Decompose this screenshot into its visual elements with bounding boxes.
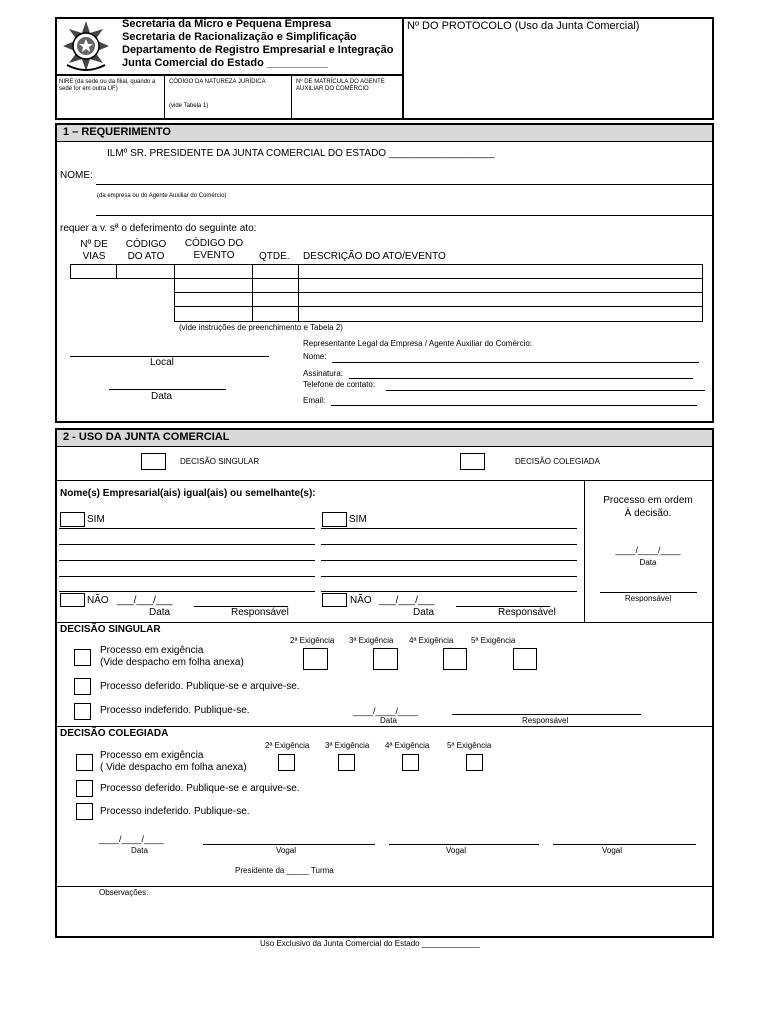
col-vias: Nº DE VIAS <box>80 239 108 262</box>
col-descricao: DESCRIÇÃO DO ATO/EVENTO <box>303 251 446 262</box>
nome-line-l5[interactable] <box>59 591 315 592</box>
singular-exig-3: 3ª Exigência <box>349 636 394 645</box>
vogal-line-2[interactable] <box>389 844 539 845</box>
data-label: Data <box>151 391 173 402</box>
colegiada-exigencia-note: ( Vide despacho em folha anexa) <box>100 762 247 773</box>
singular-data-label: Data <box>380 716 397 725</box>
observacoes-label: Observações: <box>99 888 149 897</box>
colegiada-date[interactable]: ____/____/____ <box>99 834 165 844</box>
cell-desc-1[interactable] <box>298 264 703 279</box>
colegiada-title: DECISÃO COLEGIADA <box>60 728 169 739</box>
rep-email-label: Email: <box>303 396 326 405</box>
header-secretaria-1: Secretaria da Micro e Pequena Empresa <box>122 18 332 30</box>
nome-line-l2[interactable] <box>59 544 315 545</box>
singular-date[interactable]: ____/____/____ <box>353 706 419 716</box>
decisao-singular-label: DECISÃO SINGULAR <box>180 457 260 466</box>
singular-deferido-label: Processo deferido. Publique-se e arquive-se. <box>100 681 300 692</box>
brasao-seal-icon <box>59 19 113 73</box>
cell-evento-2[interactable] <box>174 278 253 293</box>
nome-label: NOME: <box>60 170 93 181</box>
cell-evento-4[interactable] <box>174 306 253 322</box>
nao-checkbox-left[interactable] <box>60 593 85 607</box>
singular-exig-4: 4ª Exigência <box>409 636 454 645</box>
section2-title: 2 - USO DA JUNTA COMERCIAL <box>55 428 714 447</box>
nao-data-label-right: Data <box>413 607 435 618</box>
col-codigo-ato: CÓDIGO DO ATO <box>125 239 167 262</box>
cell-desc-4[interactable] <box>298 306 703 322</box>
cell-evento-3[interactable] <box>174 292 253 307</box>
rep-telefone-label: Telefone de contato: <box>303 380 376 389</box>
singular-exigencia-checkbox[interactable] <box>74 649 91 666</box>
nao-date-left[interactable]: ___/___/___ <box>117 595 173 606</box>
rep-title: Representante Legal da Empresa / Agente Auxiliar do Comércio: <box>303 339 533 348</box>
singular-exig-2-checkbox[interactable] <box>303 648 328 670</box>
vogal-label-3: Vogal <box>602 846 623 855</box>
protocol-box[interactable] <box>402 17 714 120</box>
nire-label: NIRE (da sede ou da filial, quando a sede for em outra UF) <box>59 79 156 92</box>
nao-label-right: NÃO <box>350 595 372 606</box>
sim-label-left: SIM <box>87 514 105 525</box>
colegiada-data-label: Data <box>131 846 148 855</box>
presidente-turma: Presidente da _____ Turma <box>235 866 334 875</box>
nome-line-r4[interactable] <box>321 576 577 577</box>
rep-email-line[interactable] <box>331 405 697 406</box>
colegiada-exig-3: 3ª Exigência <box>325 741 370 750</box>
cell-vias[interactable] <box>70 264 117 279</box>
colegiada-indeferido-label: Processo indeferido. Publique-se. <box>100 806 250 817</box>
data-line[interactable] <box>109 389 226 390</box>
ato-table <box>70 264 703 322</box>
observacoes-field[interactable] <box>57 898 712 936</box>
colegiada-indeferido-checkbox[interactable] <box>76 803 93 820</box>
singular-deferido-checkbox[interactable] <box>74 678 91 695</box>
singular-exig-2: 2ª Exigência <box>290 636 335 645</box>
salutation: ILMº SR. PRESIDENTE DA JUNTA COMERCIAL DO ESTADO ___________________ <box>107 148 495 159</box>
section2-divider-2 <box>55 622 714 623</box>
colegiada-deferido-label: Processo deferido. Publique-se e arquive-se. <box>100 783 300 794</box>
cell-codigo-ato[interactable] <box>116 264 175 279</box>
table-note: (vide instruções de preenchimento e Tabela 2) <box>179 323 343 332</box>
nome-line-2[interactable] <box>96 215 712 216</box>
sim-checkbox-right[interactable] <box>322 512 347 527</box>
colegiada-exigencia-label: Processo em exigência <box>100 750 204 761</box>
cell-qtde-1[interactable] <box>252 264 299 279</box>
matricula-label: Nº DE MATRÍCULA DO AGENTE AUXILIAR DO COMÉRCIO <box>296 79 385 92</box>
singular-exigencia-label: Processo em exigência <box>100 645 204 656</box>
rep-nome-label: Nome: <box>303 352 327 361</box>
colegiada-exig-5: 5ª Exigência <box>447 741 492 750</box>
rep-assinatura-label: Assinatura: <box>303 369 344 378</box>
sim-label-right: SIM <box>349 514 367 525</box>
nao-date-right[interactable]: ___/___/___ <box>379 595 435 606</box>
colegiada-exig-3-checkbox[interactable] <box>338 754 355 771</box>
protocol-label: Nº DO PROTOCOLO (Uso da Junta Comercial) <box>407 20 640 32</box>
cell-desc-2[interactable] <box>298 278 703 293</box>
col-qtde: QTDE. <box>259 251 290 262</box>
rep-assinatura-line[interactable] <box>349 378 693 379</box>
footer-text: Uso Exclusivo da Junta Comercial do Estado _____________ <box>260 939 480 948</box>
colegiada-exig-4: 4ª Exigência <box>385 741 430 750</box>
colegiada-exigencia-checkbox[interactable] <box>76 754 93 771</box>
processo-ordem-divider <box>584 480 585 622</box>
cell-qtde-3[interactable] <box>252 292 299 307</box>
colegiada-exig-2-checkbox[interactable] <box>278 754 295 771</box>
singular-exig-5: 5ª Exigência <box>471 636 516 645</box>
ordem-resp-line[interactable] <box>600 592 697 593</box>
sim-checkbox-left[interactable] <box>60 512 85 527</box>
vogal-line-3[interactable] <box>553 844 696 845</box>
colegiada-deferido-checkbox[interactable] <box>76 780 93 797</box>
nao-resp-label-right: Responsável <box>498 607 556 618</box>
cell-evento-1[interactable] <box>174 264 253 279</box>
nome-line-l4[interactable] <box>59 576 315 577</box>
singular-exig-3-checkbox[interactable] <box>373 648 398 670</box>
singular-title: DECISÃO SINGULAR <box>60 624 161 635</box>
vogal-label-2: Vogal <box>446 846 467 855</box>
cell-qtde-2[interactable] <box>252 278 299 293</box>
nome-line-r2[interactable] <box>321 544 577 545</box>
vogal-label-1: Vogal <box>276 846 297 855</box>
ordem-date[interactable]: ____/____/____ <box>615 545 681 555</box>
singular-exig-5-checkbox[interactable] <box>513 648 537 670</box>
colegiada-exig-5-checkbox[interactable] <box>466 754 483 771</box>
header-junta: Junta Comercial do Estado __________ <box>122 57 329 69</box>
local-label: Local <box>150 357 174 368</box>
header-departamento: Departamento de Registro Empresarial e Integração <box>122 44 394 56</box>
section1-title: 1 – REQUERIMENTO <box>55 123 714 142</box>
nome-line-l1[interactable] <box>59 528 315 529</box>
nome-line-l3[interactable] <box>59 560 315 561</box>
singular-indeferido-checkbox[interactable] <box>74 703 91 720</box>
nome-line-r1[interactable] <box>321 528 577 529</box>
nomes-title: Nome(s) Empresarial(ais) igual(ais) ou semelhante(s): <box>60 488 316 499</box>
cell-qtde-4[interactable] <box>252 306 299 322</box>
singular-resp-label: Responsável <box>522 716 569 725</box>
natureza-note: (vide Tabela 1) <box>169 103 209 109</box>
singular-resp-line[interactable] <box>452 714 641 715</box>
singular-exigencia-note: (Vide despacho em folha anexa) <box>100 657 244 668</box>
natureza-label: CÓDIGO DA NATUREZA JURÍDICA <box>169 79 266 85</box>
decisao-singular-checkbox[interactable] <box>141 453 166 470</box>
singular-indeferido-label: Processo indeferido. Publique-se. <box>100 705 250 716</box>
ordem-data-label: Data <box>639 558 657 567</box>
vogal-line-1[interactable] <box>203 844 375 845</box>
decisao-colegiada-checkbox[interactable] <box>460 453 485 470</box>
col-codigo-evento: CÓDIGO DO EVENTO <box>184 238 244 261</box>
colegiada-exig-4-checkbox[interactable] <box>402 754 419 771</box>
rep-telefone-line[interactable] <box>386 390 705 391</box>
section2-divider-1 <box>55 480 714 481</box>
section2-divider-4 <box>55 886 714 887</box>
requer-text: requer a v. sª o deferimento do seguinte ato: <box>60 223 257 234</box>
nome-line-r3[interactable] <box>321 560 577 561</box>
processo-ordem: Processo em ordem <box>603 495 693 506</box>
nome-note: (da empresa ou do Agente Auxiliar do Comércio) <box>97 193 227 199</box>
section2-divider-3 <box>55 726 714 727</box>
nome-line-r5[interactable] <box>321 591 577 592</box>
a-decisao: À decisão. <box>624 508 672 519</box>
decisao-colegiada-label: DECISÃO COLEGIADA <box>515 457 600 466</box>
nao-data-label-left: Data <box>149 607 171 618</box>
ordem-resp-label: Responsável <box>624 594 672 603</box>
nao-checkbox-right[interactable] <box>322 593 347 607</box>
nao-label-left: NÃO <box>87 595 109 606</box>
singular-exig-4-checkbox[interactable] <box>443 648 467 670</box>
colegiada-exig-2: 2ª Exigência <box>265 741 310 750</box>
cell-desc-3[interactable] <box>298 292 703 307</box>
nome-line[interactable] <box>96 184 712 185</box>
header-secretaria-2: Secretaria de Racionalização e Simplificação <box>122 31 357 43</box>
rep-nome-line[interactable] <box>332 362 699 363</box>
nao-resp-label-left: Responsável <box>231 607 289 618</box>
